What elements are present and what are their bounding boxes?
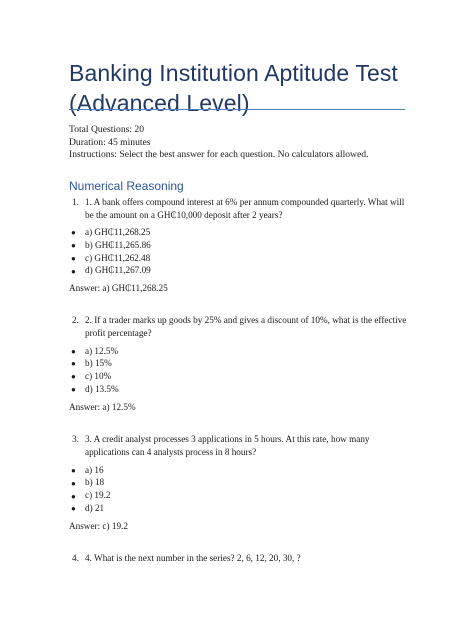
bullet-icon: ● [71, 372, 76, 381]
question-text [85, 314, 415, 339]
section-heading: Numerical Reasoning [69, 179, 184, 193]
question-number: 1. [72, 197, 79, 207]
question-text-line-1: 4. What is the next number in the series? 2, 6, 12, 20, 30, ? [85, 553, 301, 563]
option-d: d) 21 [85, 503, 105, 513]
answer-text: Answer: a) 12.5% [69, 402, 136, 412]
question-text-line-2: applications can 4 analysts process in 8 hours? [85, 446, 257, 457]
answer-text: Answer: a) GH₵11,268.25 [69, 283, 168, 293]
bullet-icon: ● [71, 347, 76, 356]
question-text-line-1: 3. A credit analyst processes 3 applications in 5 hours. At this rate, how many [85, 434, 370, 444]
bullet-icon: ● [71, 466, 76, 475]
option-c: c) 10% [85, 371, 112, 381]
question-number: 4. [72, 553, 79, 563]
instructions-text: Instructions: Select the best answer for each question. No calculators allowed. [69, 149, 369, 160]
option-c: c) GH₵11,262.48 [85, 253, 151, 263]
answer-text: Answer: c) 19.2 [69, 521, 128, 531]
bullet-icon: ● [71, 241, 76, 250]
bullet-icon: ● [71, 385, 76, 394]
question-text [85, 433, 415, 458]
bullet-icon: ● [71, 359, 76, 368]
question-text-line-2: be the amount on a GH₵10,000 deposit after 2 years? [85, 209, 283, 220]
bullet-icon: ● [71, 492, 76, 501]
question-number: 3. [72, 434, 79, 444]
question-text-line-1: 2. If a trader marks up goods by 25% and gives a discount of 10%, what is the effective [85, 315, 407, 325]
bullet-icon: ● [71, 479, 76, 488]
option-d: d) 13.5% [85, 384, 119, 394]
option-c: c) 19.2 [85, 490, 111, 500]
duration-text: Duration: 45 minutes [69, 136, 151, 148]
title-line-1: Banking Institution Aptitude Test [69, 60, 398, 86]
test-info [69, 124, 368, 162]
bullet-icon: ● [71, 254, 76, 263]
option-b: b) 15% [85, 358, 112, 368]
option-a: a) 12.5% [85, 346, 119, 356]
question-text-line-1: 1. A bank offers compound interest at 6% per annum compounded quarterly. What will [85, 197, 405, 207]
total-questions-text: Total Questions: 20 [69, 124, 145, 135]
option-a: a) GH₵11,268.25 [85, 227, 151, 237]
option-b: b) 18 [85, 477, 105, 487]
bullet-icon: ● [71, 228, 76, 237]
option-b: b) GH₵11,265.86 [85, 240, 151, 250]
question-number: 2. [72, 315, 79, 325]
title-line-2: (Advanced Level) [69, 90, 250, 116]
question-text [85, 552, 415, 565]
question-text [85, 196, 415, 221]
bullet-icon: ● [71, 504, 76, 513]
option-d: d) GH₵11,267.09 [85, 265, 151, 275]
option-a: a) 16 [85, 465, 104, 475]
bullet-icon: ● [71, 267, 76, 276]
question-text-line-2: profit percentage? [85, 327, 152, 338]
title-underline-divider [69, 109, 405, 110]
